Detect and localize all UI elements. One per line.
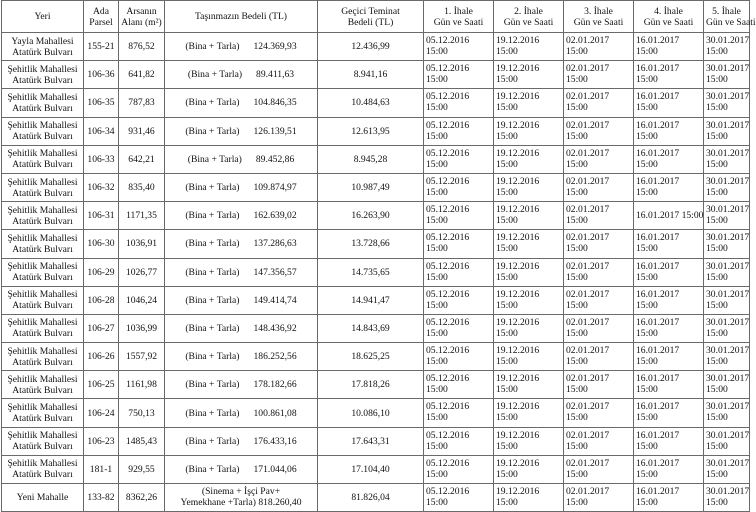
cell-bedel-value: 186.252,56 xyxy=(253,351,297,363)
cell-ada-parsel: 106-27 xyxy=(84,314,119,342)
cell-gecici-teminat: 10.484,63 xyxy=(318,89,424,117)
cell-ihale-4: 16.01.2017 15:00 xyxy=(634,286,704,314)
cell-ihale-3: 02.01.2017 15:00 xyxy=(564,371,634,399)
cell-ihale-4: 16.01.2017 15:00 xyxy=(634,89,704,117)
cell-yeri: Şehitlik Mahallesi Atatürk Bulvarı xyxy=(2,258,84,286)
cell-ihale-2: 19.12.2016 15:00 xyxy=(494,33,564,61)
cell-ihale-1: 05.12.2016 15:00 xyxy=(424,61,494,89)
cell-ihale-2: 19.12.2016 15:00 xyxy=(494,314,564,342)
cell-tasinmaz-turu: (Bina + Tarla) xyxy=(187,69,243,81)
cell-ihale-1: 05.12.2016 15:00 xyxy=(424,427,494,455)
table-row xyxy=(2,173,750,201)
cell-bedel-value: 124.369,93 xyxy=(253,41,297,53)
cell-ihale-1: 05.12.2016 15:00 xyxy=(424,230,494,258)
cell-gecici-teminat: 14.941,47 xyxy=(318,286,424,314)
cell-ihale-3: 02.01.2017 15:00 xyxy=(564,427,634,455)
cell-tasinmaz-turu: (Bina + Tarla) xyxy=(185,351,240,363)
cell-tasinmaz-bedeli xyxy=(165,202,318,230)
cell-gecici-teminat: 12.613,95 xyxy=(318,117,424,145)
cell-ada-parsel: 106-28 xyxy=(84,286,119,314)
cell-ihale-3: 02.01.2017 15:00 xyxy=(564,202,634,230)
cell-yeri: Şehitlik Mahallesi Atatürk Bulvarı xyxy=(2,89,84,117)
cell-bedel-value: 149.414,74 xyxy=(253,294,297,306)
table-row xyxy=(2,202,750,230)
cell-ada-parsel: 106-24 xyxy=(84,399,119,427)
cell-tasinmaz-turu: (Bina + Tarla) xyxy=(185,210,240,222)
cell-ihale-1: 05.12.2016 15:00 xyxy=(424,484,494,512)
cell-tasinmaz-bedeli xyxy=(165,61,318,89)
cell-ihale-3: 02.01.2017 15:00 xyxy=(564,33,634,61)
cell-tasinmaz-turu: (Bina + Tarla) xyxy=(185,322,240,334)
cell-ihale-2: 19.12.2016 15:00 xyxy=(494,455,564,483)
cell-bedel-value: 171.044,06 xyxy=(253,463,297,475)
cell-yeri: Şehitlik Mahallesi Atatürk Bulvarı xyxy=(2,286,84,314)
cell-ada-parsel: 106-36 xyxy=(84,61,119,89)
cell-ihale-5: 30.01.2017 15:00 xyxy=(704,145,750,173)
cell-bedel-value: 100.861,08 xyxy=(253,407,297,419)
cell-ihale-4: 16.01.2017 15:00 xyxy=(634,427,704,455)
cell-ihale-5: 30.01.2017 15:00 xyxy=(704,314,750,342)
cell-ihale-4: 16.01.2017 15:00 xyxy=(634,230,704,258)
table-row xyxy=(2,455,750,483)
cell-ihale-3: 02.01.2017 15:00 xyxy=(564,173,634,201)
cell-ihale-2: 19.12.2016 15:00 xyxy=(494,399,564,427)
table-row xyxy=(2,145,750,173)
cell-ihale-2: 19.12.2016 15:00 xyxy=(494,484,564,512)
cell-arsa-alani: 642,21 xyxy=(119,145,165,173)
cell-ihale-1: 05.12.2016 15:00 xyxy=(424,89,494,117)
cell-gecici-teminat: 17.643,31 xyxy=(318,427,424,455)
cell-yeri: Şehitlik Mahallesi Atatürk Bulvarı xyxy=(2,427,84,455)
cell-bedel-value: 148.436,92 xyxy=(253,322,297,334)
cell-tasinmaz-turu: (Bina + Tarla) xyxy=(185,266,240,278)
cell-yeri: Şehitlik Mahallesi Atatürk Bulvarı xyxy=(2,371,84,399)
cell-tasinmaz-bedeli xyxy=(165,371,318,399)
cell-ihale-4: 16.01.2017 15:00 xyxy=(634,399,704,427)
cell-ihale-1: 05.12.2016 15:00 xyxy=(424,33,494,61)
cell-ihale-2: 19.12.2016 15:00 xyxy=(494,258,564,286)
header-ihale-3: 3. İhale Gün ve Saati xyxy=(564,1,634,33)
cell-ada-parsel: 133-82 xyxy=(84,484,119,512)
cell-ada-parsel: 106-26 xyxy=(84,343,119,371)
cell-tasinmaz-bedeli xyxy=(165,230,318,258)
table-row xyxy=(2,484,750,512)
table-row xyxy=(2,371,750,399)
cell-ihale-5: 30.01.2017 15:00 xyxy=(704,371,750,399)
cell-ihale-1: 05.12.2016 15:00 xyxy=(424,455,494,483)
cell-bedel-value: 109.874,97 xyxy=(253,182,297,194)
cell-ihale-2: 19.12.2016 15:00 xyxy=(494,117,564,145)
cell-ihale-4: 16.01.2017 15:00 xyxy=(634,61,704,89)
cell-arsa-alani: 929,55 xyxy=(119,455,165,483)
cell-yeri: Şehitlik Mahallesi Atatürk Bulvarı xyxy=(2,230,84,258)
table-row xyxy=(2,343,750,371)
cell-ihale-1: 05.12.2016 15:00 xyxy=(424,343,494,371)
table-row xyxy=(2,61,750,89)
cell-tasinmaz-turu: (Bina + Tarla) xyxy=(185,463,240,475)
cell-ihale-3: 02.01.2017 15:00 xyxy=(564,230,634,258)
cell-ihale-3: 02.01.2017 15:00 xyxy=(564,399,634,427)
cell-ihale-5: 30.01.2017 15:00 xyxy=(704,343,750,371)
header-arsa-alani: Arsanın Alanı (m²) xyxy=(119,1,165,33)
cell-bedel-value: 104.846,35 xyxy=(253,97,297,109)
cell-ada-parsel: 106-32 xyxy=(84,173,119,201)
cell-ihale-2: 19.12.2016 15:00 xyxy=(494,371,564,399)
cell-ada-parsel: 106-31 xyxy=(84,202,119,230)
cell-ihale-2: 19.12.2016 15:00 xyxy=(494,202,564,230)
cell-tasinmaz-turu: (Bina + Tarla) xyxy=(185,294,240,306)
cell-tasinmaz-turu: (Bina + Tarla) xyxy=(187,153,242,165)
table-row xyxy=(2,33,750,61)
cell-ihale-5: 30.01.2017 15:00 xyxy=(704,399,750,427)
header-ihale-1: 1. İhale Gün ve Saati xyxy=(424,1,494,33)
cell-ihale-2: 19.12.2016 15:00 xyxy=(494,145,564,173)
cell-yeri: Şehitlik Mahallesi Atatürk Bulvarı xyxy=(2,399,84,427)
cell-ihale-5: 30.01.2017 15:00 xyxy=(704,484,750,512)
cell-arsa-alani: 1036,99 xyxy=(119,314,165,342)
cell-gecici-teminat: 10.987,49 xyxy=(318,173,424,201)
cell-bedel-value: 137.286,63 xyxy=(253,238,297,250)
cell-arsa-alani: 1046,24 xyxy=(119,286,165,314)
cell-tasinmaz-bedeli xyxy=(165,33,318,61)
cell-tasinmaz-bedeli xyxy=(165,314,318,342)
cell-tasinmaz-turu: (Bina + Tarla) xyxy=(185,97,240,109)
cell-tasinmaz-bedeli xyxy=(165,258,318,286)
cell-ihale-1: 05.12.2016 15:00 xyxy=(424,173,494,201)
cell-ihale-5: 30.01.2017 15:00 xyxy=(704,117,750,145)
cell-ihale-1: 05.12.2016 15:00 xyxy=(424,202,494,230)
cell-tasinmaz-bedeli xyxy=(165,89,318,117)
cell-tasinmaz-bedeli: (Sinema + İşçi Pav+ Yemekhane +Tarla) 818.260,40 xyxy=(165,484,318,512)
header-gecici-teminat: Geçici Teminat Bedeli (TL) xyxy=(318,1,424,33)
cell-tasinmaz-turu: (Bina + Tarla) xyxy=(185,435,240,447)
cell-bedel-value: 176.433,16 xyxy=(253,435,297,447)
cell-tasinmaz-bedeli xyxy=(165,399,318,427)
cell-gecici-teminat: 14.843,69 xyxy=(318,314,424,342)
cell-arsa-alani: 1036,91 xyxy=(119,230,165,258)
cell-bedel-value: 178.182,66 xyxy=(253,379,297,391)
cell-ada-parsel: 106-23 xyxy=(84,427,119,455)
cell-tasinmaz-bedeli xyxy=(165,286,318,314)
cell-bedel-value: 126.139,51 xyxy=(253,125,297,137)
cell-ada-parsel: 181-1 xyxy=(84,455,119,483)
cell-tasinmaz-bedeli xyxy=(165,455,318,483)
cell-ihale-3: 02.01.2017 15:00 xyxy=(564,145,634,173)
cell-tasinmaz-turu: (Bina + Tarla) xyxy=(185,182,240,194)
cell-ihale-3: 02.01.2017 15:00 xyxy=(564,343,634,371)
cell-arsa-alani: 641,82 xyxy=(119,61,165,89)
cell-ihale-2: 19.12.2016 15:00 xyxy=(494,427,564,455)
cell-ihale-1: 05.12.2016 15:00 xyxy=(424,371,494,399)
cell-yeri: Şehitlik Mahallesi Atatürk Bulvarı xyxy=(2,455,84,483)
cell-gecici-teminat: 17.818,26 xyxy=(318,371,424,399)
cell-gecici-teminat: 10.086,10 xyxy=(318,399,424,427)
cell-yeri: Şehitlik Mahallesi Atatürk Bulvarı xyxy=(2,145,84,173)
cell-tasinmaz-turu: (Bina + Tarla) xyxy=(185,125,240,137)
cell-ihale-1: 05.12.2016 15:00 xyxy=(424,117,494,145)
cell-tasinmaz-bedeli xyxy=(165,343,318,371)
cell-ihale-3: 02.01.2017 15:00 xyxy=(564,89,634,117)
cell-ihale-2: 19.12.2016 15:00 xyxy=(494,61,564,89)
cell-ihale-4: 16.01.2017 15:00 xyxy=(634,145,704,173)
table-row xyxy=(2,89,750,117)
cell-ihale-1: 05.12.2016 15:00 xyxy=(424,286,494,314)
cell-gecici-teminat: 18.625,25 xyxy=(318,343,424,371)
cell-bedel-value: 89.411,63 xyxy=(256,69,295,81)
cell-ihale-2: 19.12.2016 15:00 xyxy=(494,230,564,258)
cell-yeri: Şehitlik Mahallesi Atatürk Bulvarı xyxy=(2,173,84,201)
cell-gecici-teminat: 16.263,90 xyxy=(318,202,424,230)
cell-tasinmaz-bedeli xyxy=(165,427,318,455)
cell-gecici-teminat: 81.826,04 xyxy=(318,484,424,512)
cell-ihale-4: 16.01.2017 15:00 xyxy=(634,202,704,230)
cell-ihale-3: 02.01.2017 15:00 xyxy=(564,258,634,286)
table-row xyxy=(2,286,750,314)
cell-ihale-5: 30.01.2017 15:00 xyxy=(704,89,750,117)
cell-ihale-3: 02.01.2017 15:00 xyxy=(564,484,634,512)
table-row xyxy=(2,314,750,342)
cell-ada-parsel: 106-25 xyxy=(84,371,119,399)
cell-ihale-2: 19.12.2016 15:00 xyxy=(494,173,564,201)
auction-table xyxy=(1,0,756,512)
cell-ihale-3: 02.01.2017 15:00 xyxy=(564,314,634,342)
cell-ihale-1: 05.12.2016 15:00 xyxy=(424,399,494,427)
cell-ihale-3: 02.01.2017 15:00 xyxy=(564,117,634,145)
header-yeri: Yeri xyxy=(2,1,84,33)
cell-yeri: Yayla Mahallesi Atatürk Bulvarı xyxy=(2,33,84,61)
cell-bedel-value: 89.452,86 xyxy=(255,153,295,165)
cell-ihale-5: 30.01.2017 15:00 xyxy=(704,230,750,258)
cell-ihale-5: 30.01.2017 15:00 xyxy=(704,33,750,61)
cell-tasinmaz-turu: (Bina + Tarla) xyxy=(185,41,240,53)
cell-ihale-1: 05.12.2016 15:00 xyxy=(424,145,494,173)
cell-tasinmaz-bedeli xyxy=(165,117,318,145)
cell-yeri: Şehitlik Mahallesi Atatürk Bulvarı xyxy=(2,202,84,230)
cell-yeri: Şehitlik Mahallesi Atatürk Bulvarı xyxy=(2,61,84,89)
cell-ihale-4: 16.01.2017 15:00 xyxy=(634,258,704,286)
table-body xyxy=(2,33,750,512)
cell-arsa-alani: 835,40 xyxy=(119,173,165,201)
cell-ada-parsel: 106-35 xyxy=(84,89,119,117)
cell-tasinmaz-bedeli xyxy=(165,145,318,173)
cell-ihale-4: 16.01.2017 15:00 xyxy=(634,343,704,371)
cell-ihale-1: 05.12.2016 15:00 xyxy=(424,258,494,286)
cell-arsa-alani: 1026,77 xyxy=(119,258,165,286)
table-row xyxy=(2,117,750,145)
cell-ihale-4: 16.01.2017 15:00 xyxy=(634,371,704,399)
header-row xyxy=(2,1,750,33)
cell-ihale-5: 30.01.2017 15:00 xyxy=(704,173,750,201)
cell-ada-parsel: 106-33 xyxy=(84,145,119,173)
cell-yeri: Şehitlik Mahallesi Atatürk Bulvarı xyxy=(2,314,84,342)
cell-bedel-value: 162.639,02 xyxy=(253,210,297,222)
cell-ada-parsel: 106-34 xyxy=(84,117,119,145)
cell-ihale-4: 16.01.2017 15:00 xyxy=(634,484,704,512)
cell-tasinmaz-turu: (Bina + Tarla) xyxy=(185,238,240,250)
cell-ihale-4: 16.01.2017 15:00 xyxy=(634,455,704,483)
cell-arsa-alani: 876,52 xyxy=(119,33,165,61)
cell-arsa-alani: 931,46 xyxy=(119,117,165,145)
cell-ihale-4: 16.01.2017 15:00 xyxy=(634,173,704,201)
cell-arsa-alani: 1171,35 xyxy=(119,202,165,230)
cell-ihale-2: 19.12.2016 15:00 xyxy=(494,286,564,314)
cell-ihale-5: 30.01.2017 15:00 xyxy=(704,286,750,314)
table-row xyxy=(2,258,750,286)
cell-tasinmaz-turu: (Bina + Tarla) xyxy=(185,379,240,391)
cell-ihale-3: 02.01.2017 15:00 xyxy=(564,286,634,314)
cell-ihale-4: 16.01.2017 15:00 xyxy=(634,33,704,61)
cell-arsa-alani: 787,83 xyxy=(119,89,165,117)
cell-gecici-teminat: 8.941,16 xyxy=(318,61,424,89)
cell-gecici-teminat: 12.436,99 xyxy=(318,33,424,61)
cell-arsa-alani: 1557,92 xyxy=(119,343,165,371)
cell-ada-parsel: 106-30 xyxy=(84,230,119,258)
cell-ihale-4: 16.01.2017 15:00 xyxy=(634,117,704,145)
cell-ihale-4: 16.01.2017 15:00 xyxy=(634,314,704,342)
cell-arsa-alani: 1161,98 xyxy=(119,371,165,399)
cell-ihale-2: 19.12.2016 15:00 xyxy=(494,89,564,117)
cell-arsa-alani: 8362,26 xyxy=(119,484,165,512)
cell-gecici-teminat: 8.945,28 xyxy=(318,145,424,173)
cell-ihale-5: 30.01.2017 15:00 xyxy=(704,61,750,89)
header-ihale-2: 2. İhale Gün ve Saati xyxy=(494,1,564,33)
cell-yeri: Yeni Mahalle xyxy=(2,484,84,512)
table-row xyxy=(2,399,750,427)
header-ihale-4: 4. İhale Gün ve Saati xyxy=(634,1,704,33)
cell-ihale-3: 02.01.2017 15:00 xyxy=(564,455,634,483)
cell-ihale-5: 30.01.2017 15:00 xyxy=(704,427,750,455)
cell-ihale-5: 30.01.2017 15:00 xyxy=(704,202,750,230)
cell-gecici-teminat: 13.728,66 xyxy=(318,230,424,258)
cell-tasinmaz-bedeli xyxy=(165,173,318,201)
cell-ihale-2: 19.12.2016 15:00 xyxy=(494,343,564,371)
cell-ihale-3: 02.01.2017 15:00 xyxy=(564,61,634,89)
cell-arsa-alani: 1485,43 xyxy=(119,427,165,455)
cell-ihale-5: 30.01.2017 15:00 xyxy=(704,258,750,286)
cell-yeri: Şehitlik Mahallesi Atatürk Bulvarı xyxy=(2,117,84,145)
header-tasinmaz-bedeli: Taşınmazın Bedeli (TL) xyxy=(165,1,318,33)
header-ihale-5: 5. İhale Gün ve Saati xyxy=(704,1,750,33)
cell-ada-parsel: 106-29 xyxy=(84,258,119,286)
cell-ihale-5: 30.01.2017 15:00 xyxy=(704,455,750,483)
cell-yeri: Şehitlik Mahallesi Atatürk Bulvarı xyxy=(2,343,84,371)
cell-gecici-teminat: 14.735,65 xyxy=(318,258,424,286)
table-row xyxy=(2,230,750,258)
cell-bedel-value: 147.356,57 xyxy=(253,266,297,278)
table-row xyxy=(2,427,750,455)
cell-ada-parsel: 155-21 xyxy=(84,33,119,61)
cell-ihale-1: 05.12.2016 15:00 xyxy=(424,314,494,342)
cell-gecici-teminat: 17.104,40 xyxy=(318,455,424,483)
header-ada-parsel: Ada Parsel xyxy=(84,1,119,33)
cell-arsa-alani: 750,13 xyxy=(119,399,165,427)
cell-tasinmaz-turu: (Bina + Tarla) xyxy=(185,407,240,419)
